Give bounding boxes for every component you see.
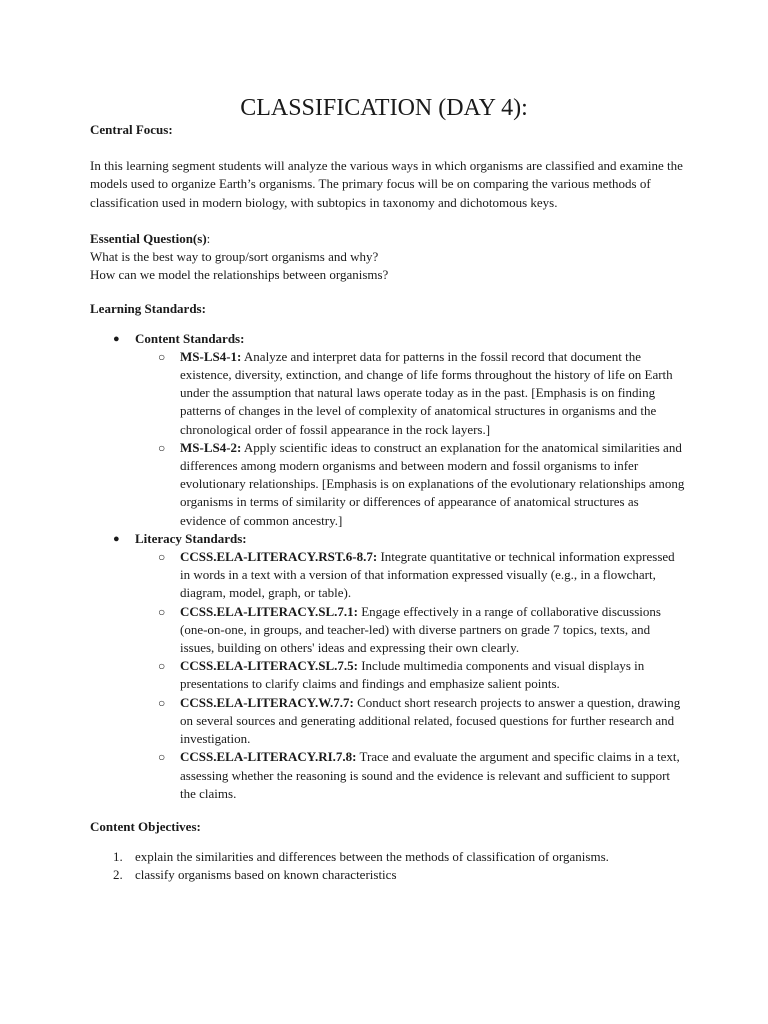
standard-item <box>135 548 686 603</box>
essential-question-colon: : <box>206 230 211 246</box>
circle-bullet-icon: ○ <box>158 604 166 619</box>
essential-question-1: What is the best way to group/sort organisms and why? <box>90 249 379 265</box>
essential-question-heading: Essential Question(s) <box>90 230 207 246</box>
circle-bullet-icon: ○ <box>158 440 166 455</box>
content-standards-list <box>135 348 686 530</box>
objective-number: 1. <box>113 849 123 865</box>
objective-text: explain the similarities and differences between the methods of classification of organisms. <box>135 849 609 865</box>
page-title: CLASSIFICATION (DAY 4): <box>240 95 528 121</box>
standard-code: CCSS.ELA-LITERACY.W.7.7: <box>180 694 354 710</box>
literacy-standards-item <box>90 530 686 803</box>
content-standards-item <box>90 330 686 530</box>
essential-question-heading-line <box>90 230 686 248</box>
circle-bullet-icon: ○ <box>158 550 166 565</box>
standard-code: MS-LS4-2: <box>180 439 242 455</box>
circle-bullet-icon: ○ <box>158 750 166 765</box>
literacy-standards-list <box>135 548 686 803</box>
standard-code: CCSS.ELA-LITERACY.SL.7.1: <box>180 603 358 619</box>
bullet-icon: ● <box>113 532 120 545</box>
standard-item <box>135 657 686 693</box>
standard-text: Apply scientific ideas to construct an explanation for the anatomical similarities and differences among modern organisms and between modern and fossil organisms to infer evolutionary relationships. [Emphasis is on explanations of the evolutionary relationships among organisms in terms of similarity or differences of appearance of anatomical structures as evidence of common ancestry.] <box>180 439 685 528</box>
standard-code: CCSS.ELA-LITERACY.RI.7.8: <box>180 749 357 765</box>
circle-bullet-icon: ○ <box>158 659 166 674</box>
standard-text: Conduct short research projects to answer a question, drawing on several sources and generating additional related, focused questions for further research and investigation. <box>180 694 681 747</box>
standard-code: CCSS.ELA-LITERACY.RST.6-8.7: <box>180 549 378 565</box>
essential-question-2: How can we model the relationships between organisms? <box>90 267 389 283</box>
content-standards-label: Content Standards: <box>135 330 245 346</box>
standard-item <box>135 439 686 530</box>
standards-list <box>90 330 686 803</box>
bullet-icon: ● <box>113 332 120 345</box>
standard-text: Integrate quantitative or technical information expressed in words in a text with a version of that information expressed visually (e.g., in a flowchart, diagram, model, graph, or table). <box>180 549 675 601</box>
standard-item <box>135 748 686 803</box>
standard-code: MS-LS4-1: <box>180 348 242 364</box>
standard-item <box>135 603 686 658</box>
objective-number: 2. <box>113 867 123 883</box>
central-focus-text: In this learning segment students will analyze the various ways in which organisms are classified and examine the models used to organize Earth’s organisms. The primary focus will be on comparing the various methods of classification used in modern biology, with subtopics in taxonomy and dichotomous keys. <box>90 158 683 210</box>
objective-item <box>90 848 686 866</box>
standard-item <box>135 694 686 749</box>
content-objectives-heading: Content Objectives: <box>90 818 201 834</box>
standard-text: Trace and evaluate the argument and specific claims in a text, assessing whether the reasoning is sound and the evidence is relevant and sufficient to support the claims. <box>180 749 680 801</box>
circle-bullet-icon: ○ <box>158 695 166 710</box>
objective-item <box>90 866 686 884</box>
standard-code: CCSS.ELA-LITERACY.SL.7.5: <box>180 658 358 674</box>
circle-bullet-icon: ○ <box>158 349 166 364</box>
content-objectives-list <box>90 848 686 884</box>
standard-text: Analyze and interpret data for patterns in the fossil record that document the existence, diversity, extinction, and change of life forms throughout the history of life on Earth under the assumption that natural laws operate today as in the past. [Emphasis is on finding patterns of changes in the level of complexity of anatomical structures in organisms and the chronological order of fossil appearance in the rock layers.] <box>180 348 673 437</box>
document-body <box>90 121 686 885</box>
learning-standards-heading: Learning Standards: <box>90 301 206 317</box>
standard-text: Include multimedia components and visual displays in presentations to clarify claims and findings and emphasize salient points. <box>180 658 645 692</box>
standard-text: Engage effectively in a range of collaborative discussions (one-on-one, in groups, and teacher-led) with diverse partners on grade 7 topics, texts, and issues, building on others' ideas and expressing their own clearly. <box>180 603 661 656</box>
central-focus-heading: Central Focus: <box>90 122 173 137</box>
literacy-standards-label: Literacy Standards: <box>135 530 247 546</box>
objective-text: classify organisms based on known characteristics <box>135 867 397 883</box>
standard-item <box>135 348 686 439</box>
